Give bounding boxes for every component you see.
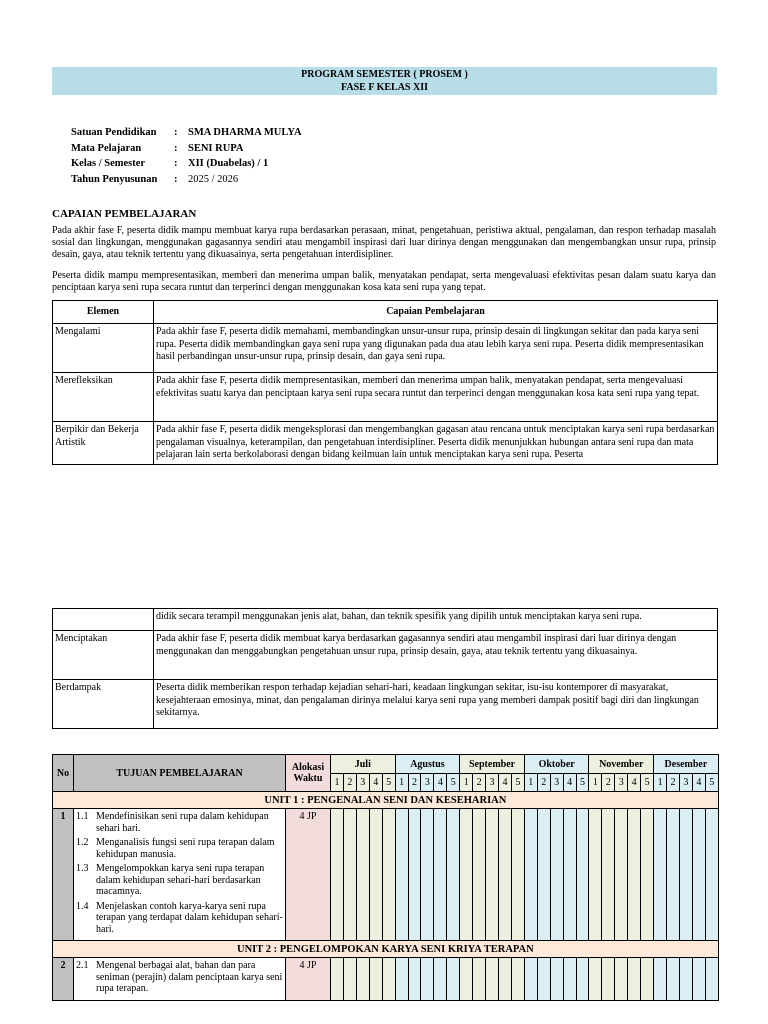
capaian-table — [52, 300, 718, 465]
week-number: 5 — [641, 774, 654, 792]
elemen-column-header: Elemen — [53, 301, 154, 324]
week-number: 2 — [667, 774, 680, 792]
document-subtitle: FASE F KELAS XII — [341, 82, 428, 93]
unit-title: UNIT 2 : PENGELOMPOKAN KARYA SENI KRIYA TERAPAN — [53, 941, 719, 958]
week-cell — [331, 809, 344, 941]
week-number: 4 — [434, 774, 447, 792]
objective-row — [53, 958, 719, 1001]
week-cell — [511, 809, 524, 941]
objective-number: 1.1 — [76, 811, 89, 822]
objective-item — [76, 901, 283, 936]
week-cell — [537, 809, 550, 941]
week-cell — [356, 809, 369, 941]
identity-row — [71, 174, 302, 190]
week-number: 4 — [692, 774, 705, 792]
alokasi-column-header — [286, 755, 331, 792]
week-number: 5 — [511, 774, 524, 792]
week-number: 4 — [628, 774, 641, 792]
objective-number: 2.1 — [76, 960, 89, 971]
week-number: 3 — [421, 774, 434, 792]
week-cell — [408, 809, 421, 941]
week-number: 5 — [382, 774, 395, 792]
no-column-header: No — [53, 755, 74, 792]
week-number: 1 — [524, 774, 537, 792]
objective-item — [76, 837, 283, 860]
identity-value: 2025 / 2026 — [188, 173, 239, 185]
week-cell — [667, 809, 680, 941]
week-cell — [550, 958, 563, 1001]
identity-key: Mata Pelajaran — [71, 142, 142, 154]
week-cell — [421, 958, 434, 1001]
identity-row — [71, 143, 302, 159]
week-cell — [641, 958, 654, 1001]
week-number: 4 — [369, 774, 382, 792]
week-cell — [486, 958, 499, 1001]
week-number: 3 — [615, 774, 628, 792]
week-number: 3 — [679, 774, 692, 792]
prosem-header-row — [53, 755, 719, 774]
week-cell — [356, 958, 369, 1001]
elemen-cell: Mengalami — [53, 324, 154, 373]
week-cell — [331, 958, 344, 1001]
identity-row — [71, 158, 302, 174]
capaian-paragraph-2: Peserta didik mampu mempresentasikan, memberi dan menerima umpan balik, menyatakan pendapat, serta mengevaluasi efektivitas pesan dalam suatu karya dan penciptaan karya seni rupa secara runtut dan terperinci dengan menggunakan kosa kata seni rupa yang tepat. — [52, 270, 716, 293]
week-cell — [589, 958, 602, 1001]
identity-colon: : — [174, 173, 178, 185]
week-cell — [654, 809, 667, 941]
objective-item — [76, 811, 283, 834]
identity-value: XII (Duabelas) / 1 — [188, 158, 269, 169]
unit-title: UNIT 1 : PENGENALAN SENI DAN KESEHARIAN — [53, 792, 719, 809]
week-number: 1 — [395, 774, 408, 792]
week-number: 1 — [589, 774, 602, 792]
week-number: 1 — [654, 774, 667, 792]
capaian-cell-text: Pada akhir fase F, peserta didik mengeksplorasi dan mengembangkan gagasan atau rencana untuk menciptakan karya seni rupa berdasarkan pengalaman visualnya, keterampilan, dan pengetahuan interdisipliner. Peserta didik menunjukkan hubungan antara seni rupa dan mata pelajaran lain serta berkolaborasi dengan bidang keilmuan lain untuk menciptakan karya seni rupa. Peserta — [156, 424, 715, 460]
alokasi-value: 4 JP — [286, 958, 331, 1001]
week-cell — [486, 809, 499, 941]
week-cell — [382, 809, 395, 941]
elemen-cell: Berdampak — [53, 680, 154, 729]
week-cell — [615, 958, 628, 1001]
week-cell — [369, 809, 382, 941]
capaian-table-header — [53, 301, 718, 324]
week-cell — [434, 958, 447, 1001]
objective-text: Mengelompokkan karya seni rupa terapan dalam kehidupan sehari-hari berdasarkan macamnya. — [96, 863, 265, 897]
month-header: September — [460, 755, 525, 774]
unit-title-row — [53, 941, 719, 958]
identity-colon: : — [174, 142, 178, 154]
identity-key: Kelas / Semester — [71, 158, 146, 169]
identity-value: SENI RUPA — [188, 142, 244, 154]
week-cell — [395, 958, 408, 1001]
objective-number: 1.3 — [76, 863, 89, 874]
objective-number: 1.2 — [76, 837, 89, 848]
week-cell — [382, 958, 395, 1001]
elemen-cell — [53, 609, 154, 631]
unit-title-row — [53, 792, 719, 809]
objective-text: Menganalisis fungsi seni rupa terapan dalam kehidupan manusia. — [96, 837, 275, 860]
tujuan-column-header: TUJUAN PEMBELAJARAN — [74, 755, 286, 792]
week-cell — [434, 809, 447, 941]
week-cell — [447, 809, 460, 941]
identity-row — [71, 127, 302, 143]
week-cell — [679, 958, 692, 1001]
week-cell — [499, 809, 512, 941]
week-cell — [550, 809, 563, 941]
alokasi-value: 4 JP — [286, 809, 331, 941]
week-cell — [473, 958, 486, 1001]
objective-text: Mendefinisikan seni rupa dalam kehidupan sehari hari. — [96, 811, 269, 834]
identity-key: Satuan Pendidikan — [71, 127, 157, 138]
elemen-cell: Menciptakan — [53, 631, 154, 680]
week-cell — [602, 958, 615, 1001]
identity-colon: : — [174, 127, 178, 138]
week-cell — [641, 809, 654, 941]
week-cell — [576, 958, 589, 1001]
week-number: 3 — [550, 774, 563, 792]
capaian-cell: Pada akhir fase F, peserta didik mempresentasikan, memberi dan menerima umpan balik, menyatakan pendapat, serta mengevaluasi efektivitas suatu karya dan penciptaan karya seni rupa secara runtut dan terperinci dengan menggunakan kosa kata seni rupa yang tepat. — [154, 373, 718, 422]
month-header: Oktober — [524, 755, 589, 774]
week-cell — [602, 809, 615, 941]
week-number: 5 — [576, 774, 589, 792]
week-cell — [628, 958, 641, 1001]
capaian-heading: CAPAIAN PEMBELAJARAN — [52, 208, 197, 220]
week-number: 5 — [447, 774, 460, 792]
document-title-band — [52, 67, 717, 95]
objective-row — [53, 809, 719, 941]
week-cell — [421, 809, 434, 941]
week-cell — [615, 809, 628, 941]
week-cell — [499, 958, 512, 1001]
capaian-cell: didik secara terampil menggunakan jenis alat, bahan, dan teknik spesifik yang dipilih untuk menciptakan karya seni rupa. — [154, 609, 718, 631]
identity-value: SMA DHARMA MULYA — [188, 127, 302, 138]
capaian-row — [53, 631, 718, 680]
unit-number: 2 — [53, 958, 74, 1001]
week-number: 3 — [356, 774, 369, 792]
document-title: PROGRAM SEMESTER ( PROSEM ) — [301, 69, 468, 80]
identity-key: Tahun Penyusunan — [71, 173, 158, 185]
week-cell — [460, 958, 473, 1001]
month-header: Agustus — [395, 755, 460, 774]
capaian-table-continued — [52, 608, 718, 729]
week-cell — [576, 809, 589, 941]
capaian-row — [53, 680, 718, 729]
week-number: 4 — [563, 774, 576, 792]
month-header: Juli — [331, 755, 396, 774]
week-number: 5 — [705, 774, 718, 792]
elemen-cell: Berpikir dan Bekerja Artistik — [53, 422, 154, 465]
month-header: November — [589, 755, 654, 774]
week-cell — [589, 809, 602, 941]
objective-text: Menjelaskan contoh karya-karya seni rupa terapan yang terdapat dalam kehidupan sehari-hari. — [96, 900, 283, 935]
week-number: 2 — [408, 774, 421, 792]
week-cell — [473, 809, 486, 941]
week-number: 3 — [486, 774, 499, 792]
week-cell — [705, 809, 718, 941]
week-cell — [524, 958, 537, 1001]
objectives-cell — [74, 809, 286, 941]
identity-colon: : — [174, 158, 178, 169]
prosem-table — [52, 754, 719, 1001]
week-cell — [692, 958, 705, 1001]
week-cell — [395, 809, 408, 941]
week-cell — [667, 958, 680, 1001]
week-number: 2 — [602, 774, 615, 792]
week-number: 2 — [537, 774, 550, 792]
capaian-cell: Peserta didik memberikan respon terhadap kejadian sehari-hari, keadaan lingkungan sekitar, isu-isu kontemporer di masyarakat, kesejahteraan emosinya, minat, dan pengalaman dirinya melalui karya seni rupa yang memberi dampak positif bagi diri dan lingkungan sekitarnya. — [154, 680, 718, 729]
week-cell — [537, 958, 550, 1001]
objectives-cell — [74, 958, 286, 1001]
week-cell — [563, 809, 576, 941]
week-cell — [511, 958, 524, 1001]
capaian-cell — [154, 422, 718, 465]
week-cell — [343, 809, 356, 941]
objective-number: 1.4 — [76, 900, 89, 912]
week-cell — [447, 958, 460, 1001]
objective-text: Mengenal berbagai alat, bahan dan para seniman (perajin) dalam penciptaan karya seni rupa terapan. — [96, 960, 283, 994]
alokasi-label: Alokasi — [291, 762, 325, 773]
capaian-column-header: Capaian Pembelajaran — [154, 301, 718, 324]
week-cell — [343, 958, 356, 1001]
capaian-cell: Pada akhir fase F, peserta didik membuat karya berdasarkan gagasannya sendiri atau mengambil inspirasi dari luar dirinya dengan menggunakan dan menggabungkan pengetahuan unsur rupa, prinsip desain, gaya, atau teknik tertentu yang dikuasainya. — [154, 631, 718, 680]
week-cell — [408, 958, 421, 1001]
objective-item — [76, 960, 283, 995]
week-cell — [524, 809, 537, 941]
unit-number: 1 — [53, 809, 74, 941]
week-cell — [628, 809, 641, 941]
week-cell — [705, 958, 718, 1001]
capaian-row — [53, 609, 718, 631]
week-cell — [369, 958, 382, 1001]
week-cell — [563, 958, 576, 1001]
week-cell — [692, 809, 705, 941]
month-header: Desember — [654, 755, 719, 774]
waktu-label: Waktu — [293, 773, 323, 784]
capaian-paragraph-1: Pada akhir fase F, peserta didik mampu membuat karya rupa berdasarkan perasaan, minat, pengetahuan, peristiwa aktual, pengalaman, dan respon terhadap masalah sosial dan lingkungan, menggunakan gagasannya sendiri atau mengambil inspirasi dari luar dirinya dengan menggunakan dan mengembangkan unsur rupa, prinsip desain, gaya, atau teknik tertentu yang dikuasainya, serta pengetahuan interdisipliner. — [52, 225, 716, 260]
week-number: 2 — [343, 774, 356, 792]
capaian-cell: Pada akhir fase F, peserta didik memahami, membandingkan unsur-unsur rupa, prinsip desain di lingkungan sekitar dan pada karya seni rupa. Peserta didik membandingkan gaya seni rupa yang digunakan pada dua atau lebih karya seni rupa. Peserta didik mempresentasikan hasil perbandingan unsur-unsur rupa, prinsip desain, dan gaya seni rupa. — [154, 324, 718, 373]
capaian-row — [53, 422, 718, 465]
identity-table — [71, 127, 302, 189]
week-number: 2 — [473, 774, 486, 792]
objective-item — [76, 863, 283, 898]
week-cell — [654, 958, 667, 1001]
week-number: 1 — [331, 774, 344, 792]
week-number: 4 — [499, 774, 512, 792]
capaian-row — [53, 373, 718, 422]
week-cell — [460, 809, 473, 941]
elemen-cell: Merefleksikan — [53, 373, 154, 422]
week-number: 1 — [460, 774, 473, 792]
capaian-row — [53, 324, 718, 373]
week-cell — [679, 809, 692, 941]
